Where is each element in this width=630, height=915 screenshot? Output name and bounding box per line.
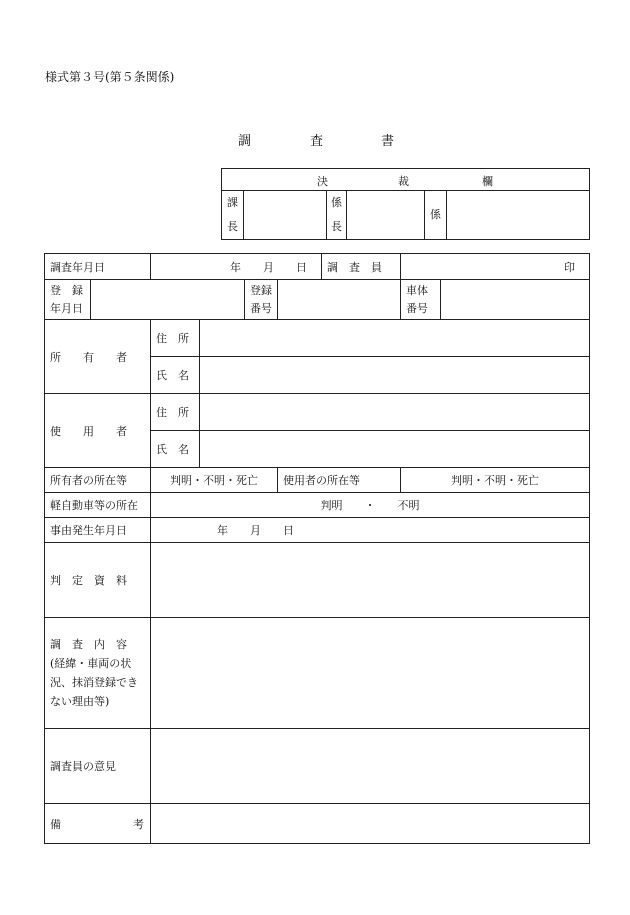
approval-header-char: 裁 (398, 175, 409, 188)
survey-contents-field[interactable] (151, 618, 590, 729)
event-date-field[interactable]: 年 月 日 (151, 518, 590, 543)
event-date-label: 事由発生年月日 (45, 518, 151, 543)
kakaricho-seal-field[interactable] (347, 191, 425, 240)
owner-whereabouts-options[interactable]: 判明・不明・死亡 (151, 468, 278, 493)
user-address-field[interactable] (200, 394, 590, 431)
surveyor-field[interactable]: 印 (401, 254, 590, 280)
registration-date-label: 登 録 年月日 (45, 280, 91, 320)
user-name-label: 氏 名 (151, 431, 200, 468)
approval-header-char: 欄 (482, 175, 493, 188)
kakaricho-label: 係 長 (327, 191, 347, 240)
user-name-field[interactable] (200, 431, 590, 468)
user-whereabouts-label: 使用者の所在等 (278, 468, 401, 493)
title-char: 書 (381, 134, 395, 149)
survey-table (44, 253, 590, 844)
remarks-label: 備 考 (45, 804, 151, 844)
user-address-label: 住 所 (151, 394, 200, 431)
registration-number-label: 登録 番号 (245, 280, 278, 320)
title-char: 査 (310, 134, 324, 149)
registration-date-field[interactable] (91, 280, 245, 320)
owner-address-label: 住 所 (151, 320, 200, 357)
vehicle-location-label: 軽自動車等の所在 (45, 493, 151, 518)
vehicle-location-options[interactable]: 判明 ・ 不明 (151, 493, 590, 518)
kacho-label: 課 長 (222, 191, 244, 240)
surveyor-label: 調 査 員 (322, 254, 401, 280)
kacho-seal-field[interactable] (244, 191, 327, 240)
owner-address-field[interactable] (200, 320, 590, 357)
remarks-field[interactable] (151, 804, 590, 844)
judgment-materials-field[interactable] (151, 543, 590, 618)
body-number-field[interactable] (441, 280, 590, 320)
surveyor-opinion-label: 調査員の意見 (45, 729, 151, 804)
form-number: 様式第３号(第５条関係) (45, 70, 175, 84)
approval-header (222, 169, 590, 191)
approval-header-char: 決 (317, 175, 328, 188)
judgment-materials-label: 判 定 資 料 (45, 543, 151, 618)
survey-contents-label: 調 査 内 容 (経緯・車両の状 況、抹消登録でき ない理由等) (45, 618, 151, 729)
approval-box (221, 168, 590, 240)
owner-label: 所 有 者 (45, 320, 151, 394)
survey-date-field[interactable]: 年 月 日 (151, 254, 322, 280)
user-label: 使 用 者 (45, 394, 151, 468)
body-number-label: 車体 番号 (401, 280, 441, 320)
surveyor-opinion-field[interactable] (151, 729, 590, 804)
owner-name-label: 氏 名 (151, 357, 200, 394)
title-char: 調 (238, 134, 252, 149)
survey-date-label: 調査年月日 (45, 254, 151, 280)
registration-number-field[interactable] (278, 280, 401, 320)
owner-name-field[interactable] (200, 357, 590, 394)
kakari-label: 係 (425, 191, 447, 240)
kakari-seal-field[interactable] (447, 191, 590, 240)
owner-whereabouts-label: 所有者の所在等 (45, 468, 151, 493)
user-whereabouts-options[interactable]: 判明・不明・死亡 (401, 468, 590, 493)
